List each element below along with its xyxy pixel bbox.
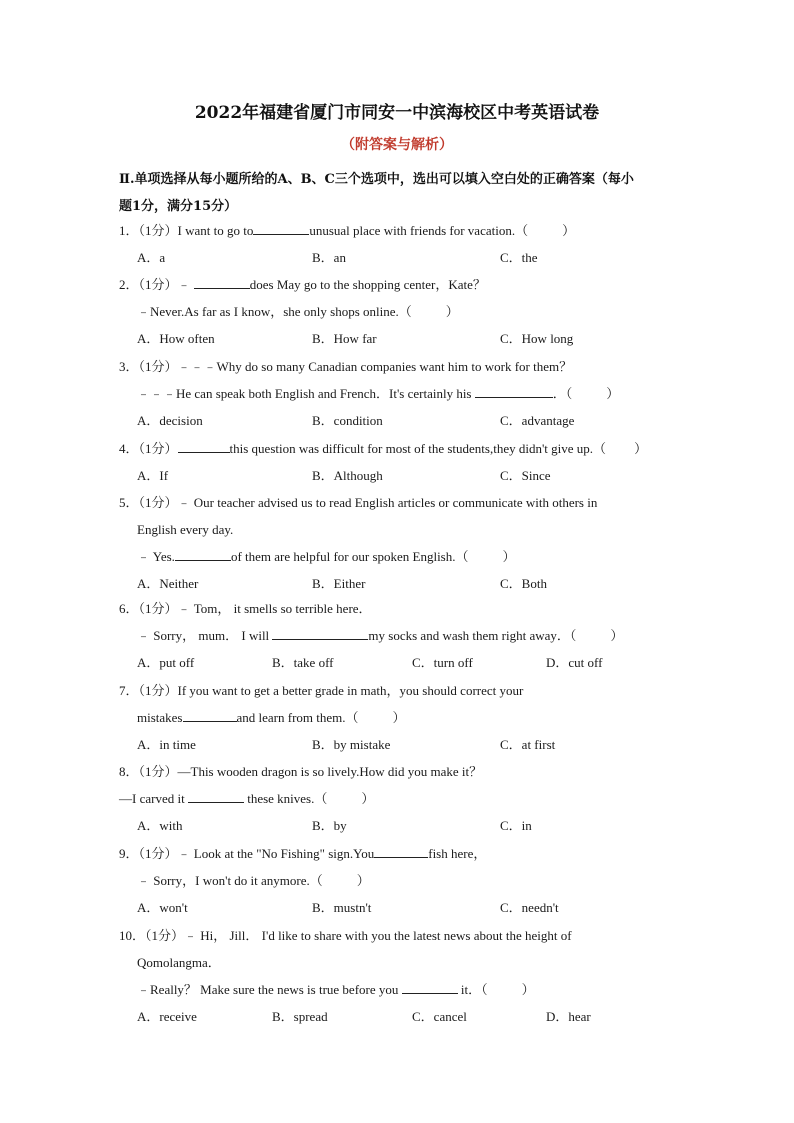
option-c: C．in <box>500 818 532 833</box>
option-b: B．Either <box>312 576 366 591</box>
question-text: 2．（1分）﹣ <box>119 277 194 292</box>
option-b: B．an <box>312 250 346 265</box>
options-row <box>119 325 679 352</box>
question-text: unusual place with friends for vacation.（ <box>309 223 529 238</box>
option-a: A．Neither <box>137 576 199 591</box>
option-b: B．spread <box>272 1009 328 1024</box>
option-b: B．by mistake <box>312 737 391 752</box>
question-8 <box>119 758 679 839</box>
question-text: ﹣Really？ Make sure the news is true before you <box>137 982 402 997</box>
options-row <box>119 812 679 839</box>
option-a: A．in time <box>137 737 196 752</box>
options-row <box>119 649 679 676</box>
option-c: C．Both <box>500 576 547 591</box>
question-text: ﹣ Sorry，I won't do it anymore.（ <box>137 873 323 888</box>
question-3 <box>119 353 679 434</box>
question-text: ） <box>356 873 370 888</box>
question-text: ） <box>610 628 624 643</box>
question-text: ） <box>634 441 648 456</box>
question-text: does May go to the shopping center，Kate？ <box>249 277 486 292</box>
answer-blank <box>175 546 231 561</box>
question-9 <box>119 840 679 921</box>
answer-blank <box>188 788 244 803</box>
question-text: ﹣﹣﹣He can speak both English and French．It's certainly his <box>137 386 475 401</box>
question-text: 6．（1分）﹣ Tom， it smells so terrible here． <box>119 601 372 616</box>
question-text: English every day. <box>137 522 234 537</box>
question-text: ﹣ Sorry， mum． I will <box>137 628 273 643</box>
question-text: this question was difficult for most of the students,they didn't give up.（ <box>229 441 607 456</box>
option-d: D．cut off <box>546 655 603 670</box>
question-1 <box>119 217 679 271</box>
options-row <box>119 731 679 758</box>
question-5 <box>119 489 679 597</box>
question-text: ） <box>392 710 406 725</box>
question-text: 8．（1分）—This wooden dragon is so lively.How did you make it？ <box>119 764 483 779</box>
options-row <box>119 894 679 921</box>
answer-blank <box>178 438 230 453</box>
option-b: B．condition <box>312 413 383 428</box>
option-c: C．cancel <box>412 1009 467 1024</box>
question-text: 4．（1分） <box>119 441 178 456</box>
question-text: ） <box>445 304 459 319</box>
option-b: B．How far <box>312 331 377 346</box>
option-d: D．hear <box>546 1009 591 1024</box>
option-a: A．won't <box>137 900 188 915</box>
options-row <box>119 1003 679 1030</box>
question-7 <box>119 677 679 758</box>
question-text: my socks and wash them right away．（ <box>368 628 577 643</box>
question-text: Qomolangma． <box>137 955 221 970</box>
option-c: C．advantage <box>500 413 575 428</box>
answer-blank <box>253 220 309 235</box>
page-subtitle: （附答案与解析） <box>341 137 453 153</box>
option-b: B．take off <box>272 655 334 670</box>
option-c: C．Since <box>500 468 551 483</box>
question-text: of them are helpful for our spoken English.（ <box>230 549 469 564</box>
section-heading-line: 题1分，满分15分） <box>119 199 238 214</box>
options-row <box>119 244 679 271</box>
option-a: A．a <box>137 250 166 265</box>
question-text: ﹣Never.As far as I know，she only shops online.（ <box>137 304 412 319</box>
question-text: 7．（1分）If you want to get a better grade in math，you should correct your <box>119 683 524 698</box>
answer-blank <box>475 383 553 398</box>
question-text: ） <box>562 223 576 238</box>
option-a: A．How often <box>137 331 215 346</box>
option-c: C．at first <box>500 737 556 752</box>
question-text: ．（ <box>552 386 573 401</box>
section-heading <box>119 166 679 220</box>
option-a: A．If <box>137 468 169 483</box>
answer-blank <box>272 625 368 640</box>
question-text: 9．（1分）﹣ Look at the "No Fishing" sign.You <box>119 846 375 861</box>
answer-blank <box>402 979 458 994</box>
option-c: C．needn't <box>500 900 559 915</box>
question-text: ﹣ Yes. <box>137 549 175 564</box>
question-text: ） <box>521 982 535 997</box>
question-text: mistakes <box>137 710 183 725</box>
question-text: and learn from them.（ <box>236 710 359 725</box>
option-a: A．decision <box>137 413 203 428</box>
question-6 <box>119 595 679 676</box>
option-c: C．How long <box>500 331 574 346</box>
question-2 <box>119 271 679 352</box>
section-heading-line: Ⅱ.单项选择从每小题所给的A、B、C三个选项中，选出可以填入空白处的正确答案（每小 <box>119 172 634 187</box>
option-c: C．the <box>500 250 538 265</box>
options-row <box>119 462 679 489</box>
options-row <box>119 570 679 597</box>
answer-blank <box>194 274 250 289</box>
page-title: 2022年福建省厦门市同安一中滨海校区中考英语试卷 <box>194 103 600 123</box>
option-a: A．with <box>137 818 183 833</box>
option-b: B．by <box>312 818 347 833</box>
question-text: 10．（1分）﹣ Hi， Jill． I'd like to share with you the latest news about the height of <box>119 928 572 943</box>
option-b: B．mustn't <box>312 900 372 915</box>
option-a: A．put off <box>137 655 195 670</box>
question-text: 1．（1分）I want to go to <box>119 223 254 238</box>
question-text: 3．（1分）﹣﹣﹣Why do so many Canadian companies want him to work for them？ <box>119 359 573 374</box>
question-text: it．（ <box>457 982 488 997</box>
question-text: fish here， <box>428 846 487 861</box>
answer-blank <box>374 843 428 858</box>
question-text: 5．（1分）﹣ Our teacher advised us to read English articles or communicate with others in <box>119 495 598 510</box>
question-10 <box>119 922 679 1030</box>
answer-blank <box>183 707 237 722</box>
question-text: ） <box>361 791 375 806</box>
question-text: these knives.（ <box>243 791 328 806</box>
question-4 <box>119 435 679 489</box>
question-text: ） <box>606 386 620 401</box>
options-row <box>119 407 679 434</box>
question-text: ） <box>502 549 516 564</box>
option-c: C．turn off <box>412 655 473 670</box>
option-a: A．receive <box>137 1009 197 1024</box>
option-b: B．Although <box>312 468 383 483</box>
question-text: —I carved it <box>119 791 188 806</box>
